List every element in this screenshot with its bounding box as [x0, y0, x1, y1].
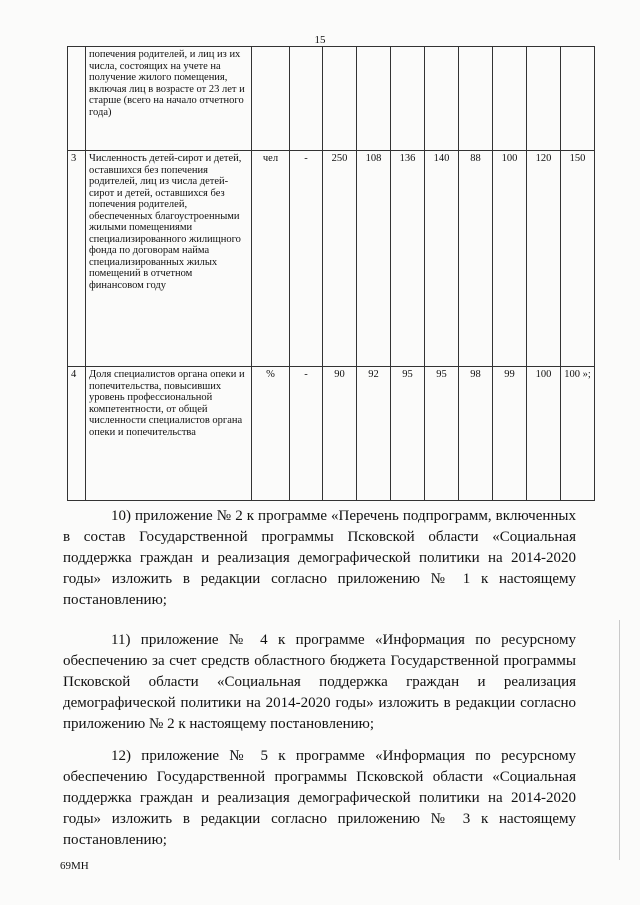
row-value: 140	[425, 151, 459, 367]
row-value: 120	[527, 151, 561, 367]
row-unit: %	[252, 367, 290, 501]
table-row	[68, 151, 595, 367]
row-base	[290, 47, 323, 151]
paragraph-item-11: 11) приложение № 4 к программе «Информация по ресурсному обеспечению за счет средств областного бюджета Государственной программы Псковской области «Социальная поддержка граждан и реализация демографической политики на 2014-2020 годы» изложить в редакции согласно приложению № 2 к настоящему постановлению;	[63, 632, 576, 732]
document-code: 69МН	[60, 860, 89, 872]
row-value	[561, 47, 595, 151]
scan-margin-line	[619, 620, 620, 860]
row-value: 108	[357, 151, 391, 367]
row-number	[68, 47, 86, 151]
table-row	[68, 47, 595, 151]
row-value: 88	[459, 151, 493, 367]
table-row	[68, 367, 595, 501]
row-value: 95	[391, 367, 425, 501]
paragraph-item-10: 10) приложение № 2 к программе «Перечень подпрограмм, включенных в состав Государственной программы Псковской области «Социальная поддержка граждан и реализация демографической политики на 2014-2020 годы» изложить в редакции согласно приложению № 1 к настоящему постановлению;	[63, 508, 576, 608]
row-number: 4	[68, 367, 86, 501]
row-value: 100 »;	[561, 367, 595, 501]
row-number: 3	[68, 151, 86, 367]
row-description: Численность детей-сирот и детей, оставшихся без попечения родителей, лиц из числа детей-сирот и детей, оставшихся без попечения родителей, обеспеченных благоустроенными жилыми помещениями специализированного жилищного фонда по договорам найма специализированных жилых помещений в отчетном финансовом году	[86, 151, 252, 367]
row-base: -	[290, 151, 323, 367]
row-value: 95	[425, 367, 459, 501]
row-description: попечения родителей, и лиц из их числа, состоящих на учете на получение жилого помещения, включая лиц в возрасте от 23 лет и старше (всего на начало отчетного года)	[86, 47, 252, 151]
row-value: 100	[493, 151, 527, 367]
row-value	[493, 47, 527, 151]
row-value: 100	[527, 367, 561, 501]
row-value: 99	[493, 367, 527, 501]
indicators-table	[67, 46, 595, 501]
row-value	[391, 47, 425, 151]
row-value: 136	[391, 151, 425, 367]
paragraph-item-12: 12) приложение № 5 к программе «Информация по ресурсному обеспечению Государственной программы Псковской области «Социальная поддержка граждан и реализация демографической политики на 2014-2020 годы» изложить в редакции согласно приложению № 3 к настоящему постановлению;	[63, 748, 576, 848]
row-value	[527, 47, 561, 151]
page-number: 15	[314, 34, 326, 46]
row-value: 90	[323, 367, 357, 501]
row-description: Доля специалистов органа опеки и попечительства, повысивших уровень профессиональной компетентности, от общей численности специалистов органа опеки и попечительства	[86, 367, 252, 501]
row-value: 250	[323, 151, 357, 367]
row-value: 92	[357, 367, 391, 501]
row-unit: чел	[252, 151, 290, 367]
row-base: -	[290, 367, 323, 501]
row-unit	[252, 47, 290, 151]
row-value	[425, 47, 459, 151]
row-value	[357, 47, 391, 151]
row-value: 98	[459, 367, 493, 501]
row-value	[459, 47, 493, 151]
row-value	[323, 47, 357, 151]
row-value: 150	[561, 151, 595, 367]
